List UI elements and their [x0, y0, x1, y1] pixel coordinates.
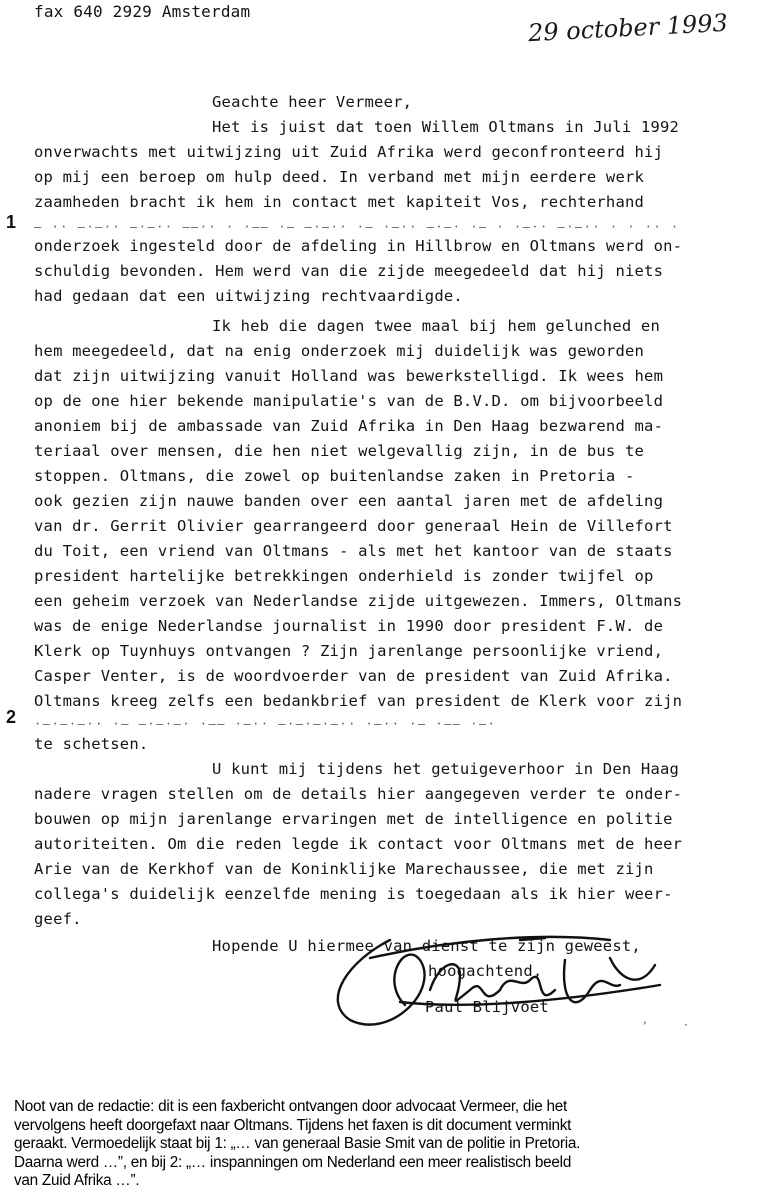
letter-line: schuldig bevonden. Hem werd van die zijde meegedeeld dat hij niets [34, 262, 664, 280]
editorial-note-line: geraakt. Vermoedelijk staat bij 1: „… van generaal Basie Smit van de politie in Pretoria. [14, 1135, 581, 1153]
closing-hoogachtend: hoogachtend, [428, 962, 543, 980]
fax-noise: , [642, 1015, 649, 1026]
handwritten-date: 29 october 1993 [527, 8, 729, 48]
letter-line: hem meegedeeld, dat na enig onderzoek mij duidelijk was geworden [34, 342, 645, 360]
letter-line: Ik heb die dagen twee maal bij hem gelunched en [212, 317, 660, 335]
editorial-note-line: vervolgens heeft doorgefaxt naar Oltmans. Tijdens het faxen is dit document verminkt [14, 1116, 572, 1134]
letter-line: onderzoek ingesteld door de afdeling in Hillbrow en Oltmans werd on- [34, 237, 683, 255]
letter-line: van dr. Gerrit Olivier gearrangeerd door generaal Hein de Villefort [34, 517, 673, 535]
letter-line: stoppen. Oltmans, die zowel op buitenlandse zaken in Pretoria - [34, 467, 635, 485]
letter-line: teriaal over mensen, die hen niet welgevallig zijn, in de bus te [34, 442, 645, 460]
letter-line: Casper Venter, is de woordvoerder van de president van Zuid Afrika. [34, 667, 673, 685]
letter-line: U kunt mij tijdens het getuigeverhoor in Den Haag [212, 760, 680, 778]
garbled-fax-line: — ·· —·—·· —·—·· ——·· · ·—— ·— —·—·· ·— ·—·· —·—· ·— · ·—·· —·—·· · · ·· · [34, 220, 680, 234]
closing-line: Hopende U hiermee van dienst te zijn geweest, [212, 937, 641, 955]
damage-marker-2: 2 [6, 707, 17, 727]
letter-line: dat zijn uitwijzing vanuit Holland was bewerkstelligd. Ik wees hem [34, 367, 664, 385]
typed-signature-name: Paul Blijvoet [425, 998, 549, 1016]
garbled-fax-line: ·—·—·—·· ·— —·—·—· ·—— ·—·· —·—·—·—·· ·—·· ·— ·—— ·—· [34, 717, 497, 731]
fax-noise: · [683, 1020, 690, 1031]
letter-line: Oltmans kreeg zelfs een bedankbrief van president de Klerk voor zijn [34, 692, 683, 710]
fax-header: fax 640 2929 Amsterdam [34, 2, 251, 21]
letter-line: zaamheden bracht ik hem in contact met kapiteit Vos, rechterhand [34, 193, 645, 211]
letter-line: op de one hier bekende manipulatie's van de B.V.D. om bijvoorbeeld [34, 392, 664, 410]
letter-line: Het is juist dat toen Willem Oltmans in Juli 1992 [212, 118, 680, 136]
letter-line: anoniem bij de ambassade van Zuid Afrika in Den Haag bezwarend ma- [34, 417, 664, 435]
editorial-note-line: Daarna werd …”, en bij 2: „… inspanningen om Nederland een meer realistisch beeld [14, 1153, 572, 1171]
letter-line: autoriteiten. Om die reden legde ik contact voor Oltmans met de heer [34, 835, 683, 853]
letter-line: du Toit, een vriend van Oltmans - als met het kantoor van de staats [34, 542, 673, 560]
letter-line: Arie van de Kerkhof van de Koninklijke Marechaussee, die met zijn [34, 860, 654, 878]
editorial-note-line: van Zuid Afrika …”. [14, 1172, 140, 1190]
letter-line: geef. [34, 910, 82, 928]
letter-line: ook gezien zijn nauwe banden over een aantal jaren met de afdeling [34, 492, 664, 510]
letter-line: Klerk op Tuynhuys ontvangen ? Zijn jarenlange persoonlijke vriend, [34, 642, 664, 660]
damage-marker-1: 1 [6, 212, 17, 232]
letter-line: bouwen op mijn jarenlange ervaringen met de intelligence en politie [34, 810, 673, 828]
letter-line: onverwachts met uitwijzing uit Zuid Afrika werd geconfronteerd hij [34, 143, 664, 161]
letter-line: op mij een beroep om hulp deed. In verband met mijn eerdere werk [34, 168, 645, 186]
handwritten-signature [310, 840, 710, 1040]
letter-line: had gedaan dat een uitwijzing rechtvaardigde. [34, 287, 463, 305]
letter-line: was de enige Nederlandse journalist in 1990 door president F.W. de [34, 617, 664, 635]
editorial-note [14, 1098, 762, 1191]
letter-line: een geheim verzoek van Nederlandse zijde uitgewezen. Immers, Oltmans [34, 592, 683, 610]
letter-line: te schetsen. [34, 735, 149, 753]
letter-line: nadere vragen stellen om de details hier aangegeven verder te onder- [34, 785, 683, 803]
salutation: Geachte heer Vermeer, [212, 93, 413, 111]
letter-line: president hartelijke betrekkingen onderhield is zonder twijfel op [34, 567, 654, 585]
letter-line: collega's duidelijk eenzelfde mening is toegedaan als ik hier weer- [34, 885, 673, 903]
editorial-note-line: Noot van de redactie: dit is een faxbericht ontvangen door advocaat Vermeer, die het [14, 1098, 567, 1115]
